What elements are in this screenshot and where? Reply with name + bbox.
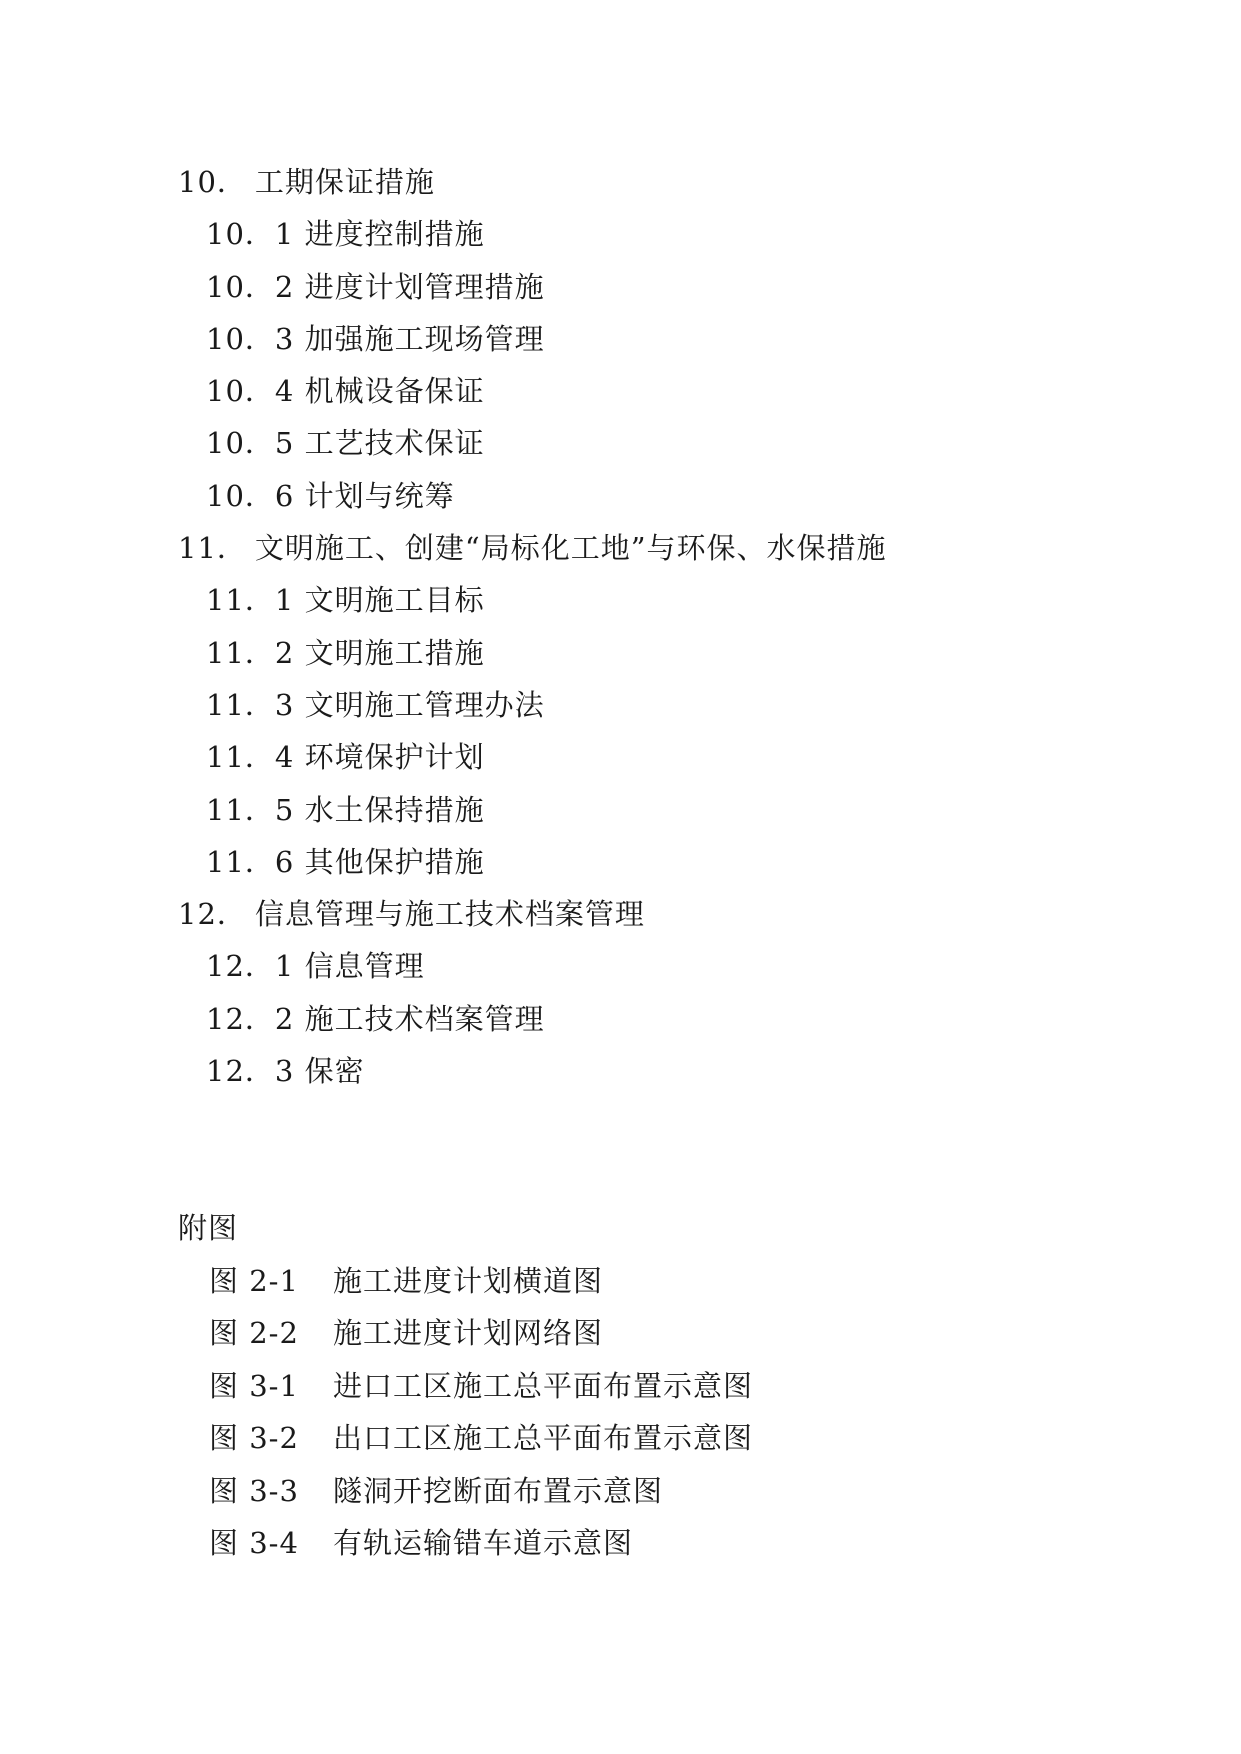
toc-item-number: 10．4 <box>206 374 295 409</box>
toc-section-10[interactable] <box>178 156 1158 208</box>
appendix-figure-3-4[interactable] <box>178 1517 1158 1570</box>
toc-item-title: 环境保护计划 <box>304 740 485 775</box>
appendix-figure-3-1[interactable] <box>178 1360 1158 1413</box>
figure-title: 施工进度计划横道图 <box>333 1263 604 1298</box>
toc-item-title: 文明施工管理办法 <box>304 687 545 722</box>
toc-item-number: 10．6 <box>206 478 295 513</box>
figure-number: 图 2-2 <box>209 1316 299 1350</box>
toc-section-title: 文明施工、创建“局标化工地”与环保、水保措施 <box>254 531 887 566</box>
figure-title: 出口工区施工总平面布置示意图 <box>333 1421 754 1455</box>
toc-item-10-6[interactable] <box>178 470 1158 522</box>
appendix-figure-2-2[interactable] <box>178 1307 1158 1360</box>
toc-item-number: 10．1 <box>206 217 295 252</box>
toc-item-10-2[interactable] <box>178 261 1158 313</box>
toc-item-number: 11．3 <box>206 687 295 722</box>
figure-number: 图 3-4 <box>209 1526 299 1560</box>
appendix-figure-2-1[interactable] <box>178 1255 1158 1308</box>
toc-section-title: 信息管理与施工技术档案管理 <box>254 897 645 932</box>
toc-item-title: 工艺技术保证 <box>304 426 485 461</box>
toc-item-title: 施工技术档案管理 <box>304 1001 545 1036</box>
figure-title: 施工进度计划网络图 <box>333 1316 604 1350</box>
toc-item-12-1[interactable] <box>178 940 1158 992</box>
figure-number: 图 3-2 <box>209 1421 299 1455</box>
toc-item-title: 水土保持措施 <box>304 792 485 827</box>
toc-item-number: 11．4 <box>206 740 295 775</box>
toc-item-number: 11．5 <box>206 792 295 827</box>
toc-section-12[interactable] <box>178 888 1158 940</box>
toc-section-number: 12． <box>178 897 247 932</box>
toc-item-title: 进度控制措施 <box>304 217 485 252</box>
appendix-figure-3-2[interactable] <box>178 1412 1158 1465</box>
toc-item-11-5[interactable] <box>178 784 1158 836</box>
appendix-figure-list <box>178 1202 1158 1570</box>
figure-number: 图 3-1 <box>209 1368 299 1403</box>
toc-item-11-6[interactable] <box>178 836 1158 888</box>
toc-item-title: 加强施工现场管理 <box>304 321 545 356</box>
toc-item-10-3[interactable] <box>178 313 1158 365</box>
toc-item-number: 11．2 <box>206 635 295 670</box>
toc-item-number: 10．5 <box>206 426 295 461</box>
toc-item-title: 文明施工措施 <box>304 635 485 670</box>
toc-item-title: 保密 <box>304 1054 365 1089</box>
toc-item-12-2[interactable] <box>178 993 1158 1045</box>
toc-item-number: 10．2 <box>206 269 295 304</box>
figure-title: 有轨运输错车道示意图 <box>333 1526 634 1560</box>
toc-item-title: 信息管理 <box>304 949 425 984</box>
toc-item-number: 11．6 <box>206 844 295 879</box>
toc-item-10-5[interactable] <box>178 417 1158 469</box>
appendix-figure-3-3[interactable] <box>178 1465 1158 1518</box>
figure-title: 进口工区施工总平面布置示意图 <box>333 1368 754 1403</box>
toc-item-title: 进度计划管理措施 <box>304 269 545 304</box>
toc-item-11-3[interactable] <box>178 679 1158 731</box>
toc-section-title: 工期保证措施 <box>254 165 435 199</box>
appendix-title: 附图 <box>178 1211 239 1245</box>
toc-item-number: 12．1 <box>206 949 295 984</box>
toc-item-title: 机械设备保证 <box>304 374 485 409</box>
toc-item-10-1[interactable] <box>178 208 1158 260</box>
figure-title: 隧洞开挖断面布置示意图 <box>333 1473 664 1508</box>
toc-item-11-2[interactable] <box>178 627 1158 679</box>
toc-item-11-1[interactable] <box>178 574 1158 626</box>
toc-item-number: 11．1 <box>206 583 295 618</box>
toc-section-number: 11． <box>178 531 247 566</box>
toc-item-title: 文明施工目标 <box>304 583 485 618</box>
toc-item-title: 其他保护措施 <box>304 844 485 879</box>
toc-section-11[interactable] <box>178 522 1158 574</box>
toc-item-10-4[interactable] <box>178 365 1158 417</box>
figure-number: 图 3-3 <box>209 1473 299 1508</box>
toc-item-11-4[interactable] <box>178 731 1158 783</box>
toc-item-number: 12．2 <box>206 1001 295 1036</box>
toc-item-number: 10．3 <box>206 321 295 356</box>
table-of-contents <box>178 156 1158 1097</box>
toc-item-title: 计划与统筹 <box>304 478 455 513</box>
toc-item-number: 12．3 <box>206 1054 295 1089</box>
toc-item-12-3[interactable] <box>178 1045 1158 1097</box>
toc-section-number: 10． <box>178 165 247 199</box>
figure-number: 图 2-1 <box>209 1263 299 1298</box>
